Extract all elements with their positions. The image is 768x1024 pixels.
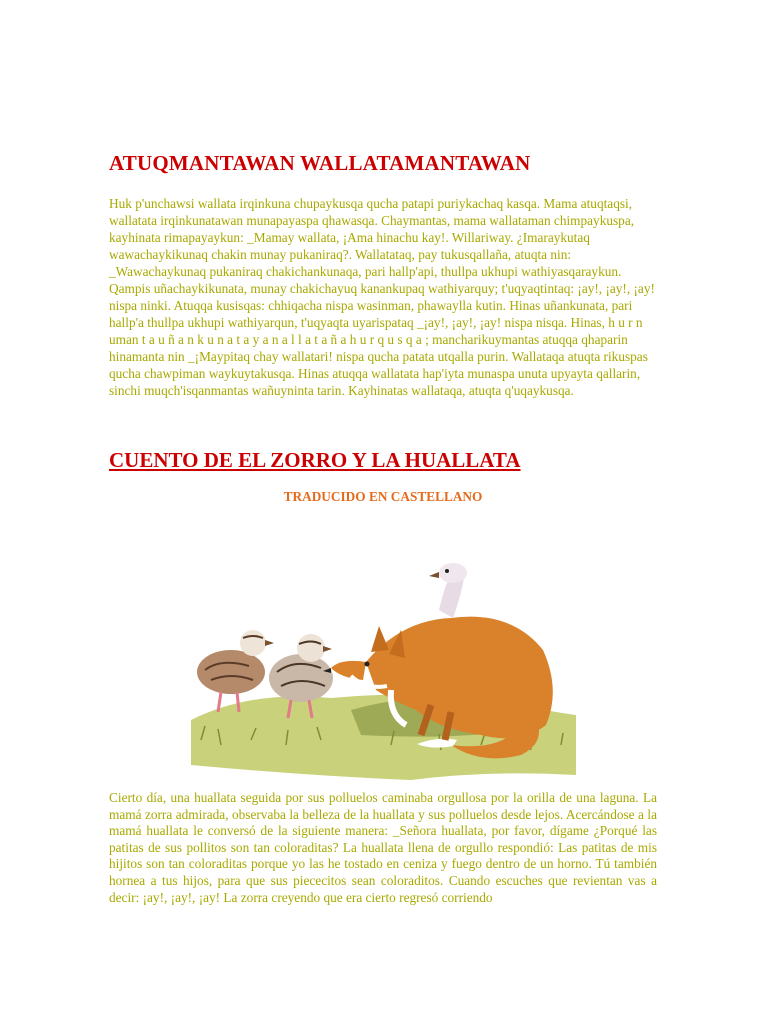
- spanish-paragraph: Cierto día, una huallata seguida por sus polluelos caminaba orgullosa por la orilla de una laguna. La mamá zorra admirada, observaba la belleza de la huallata y sus polluelos desde lejos. Acercándose a la mamá huallata le conversó de la siguiente manera: _Señora huallata, por favor, dígame ¿Porqué las patitas de sus pollitos son tan coloraditas? La huallata llena de orgullo respondió: Las patitas de mis hijitos son tan coloraditas porque yo las he tostado en ceniza y fuego dentro de un horno. Tú también hornea a tus hijos, para que sus piececitos sean coloraditos. Cuando escuches que revientan vas a decir: ¡ay!, ¡ay!, ¡ay! La zorra creyendo que era cierto regresó corriendo: [109, 790, 657, 905]
- spanish-title: CUENTO DE EL ZORRO Y LA HUALLATA: [109, 448, 521, 472]
- fox-huallata-illustration: [191, 540, 576, 790]
- translation-subtitle: TRADUCIDO EN CASTELLANO: [283, 489, 483, 504]
- quechua-paragraph: Huk p'unchawsi wallata irqinkuna chupaykusqa qucha patapi puriykachaq kasqa. Mama atuqtaqsi, wallatata irqinkunatawan munapayaspa qhawasqa. Chaymantas, mama wallataman chimpaykuspa, kayhinata rimapayaykun: _Mamay wallata, ¡Ama hinachu kay!. Willariway. ¿Imaraykutaq wawachaykikunaq chakin munay pukaniraq?. Wallatataq, pay tukusqallaña, atuqta nin: _Wawachaykunaq pukaniraq chakichankunaqa, pari hallp'api, thullpa ukhupi wathiyasqaraykun. Qampis uñachaykikunata, munay chakichayuq kanankupaq wathiyarquy; t'uqyaqtintaq: ¡ay!, ¡ay!, ¡ay! nispa ninki. Atuqqa kusisqas: chhiqacha nispa wasinman, phawaylla kutin. Hinas uñankunata, pari hallp'a thullpa ukhupi wathiyarqun, t'uqyaqta uyarispataq _¡ay!, ¡ay!, ¡ay! nispa nisqa. Hinas, h u r n uman t a u ñ a n k u n a t a y a n a l l a t a ñ a h u r q u s q a ; mancharikuymantas atuqqa qhaparin hinamanta nin _¡Maypitaq chay wallatari! nispa qucha patata utqalla purin. Wallataqa atuqta rikuspas qucha chawpiman waykuytakusqa. Hinas atuqqa wallatata hap'iyta munaspa unuta upyayta qallarin, sinchi muqch'isqanmantas wañuyninta tarin. Kayhinatas wallataqa, atuqta q'uqaykusqa.: [109, 196, 655, 398]
- quechua-title: ATUQMANTAWAN WALLATAMANTAWAN: [109, 151, 531, 175]
- huallata-adult: [429, 563, 467, 618]
